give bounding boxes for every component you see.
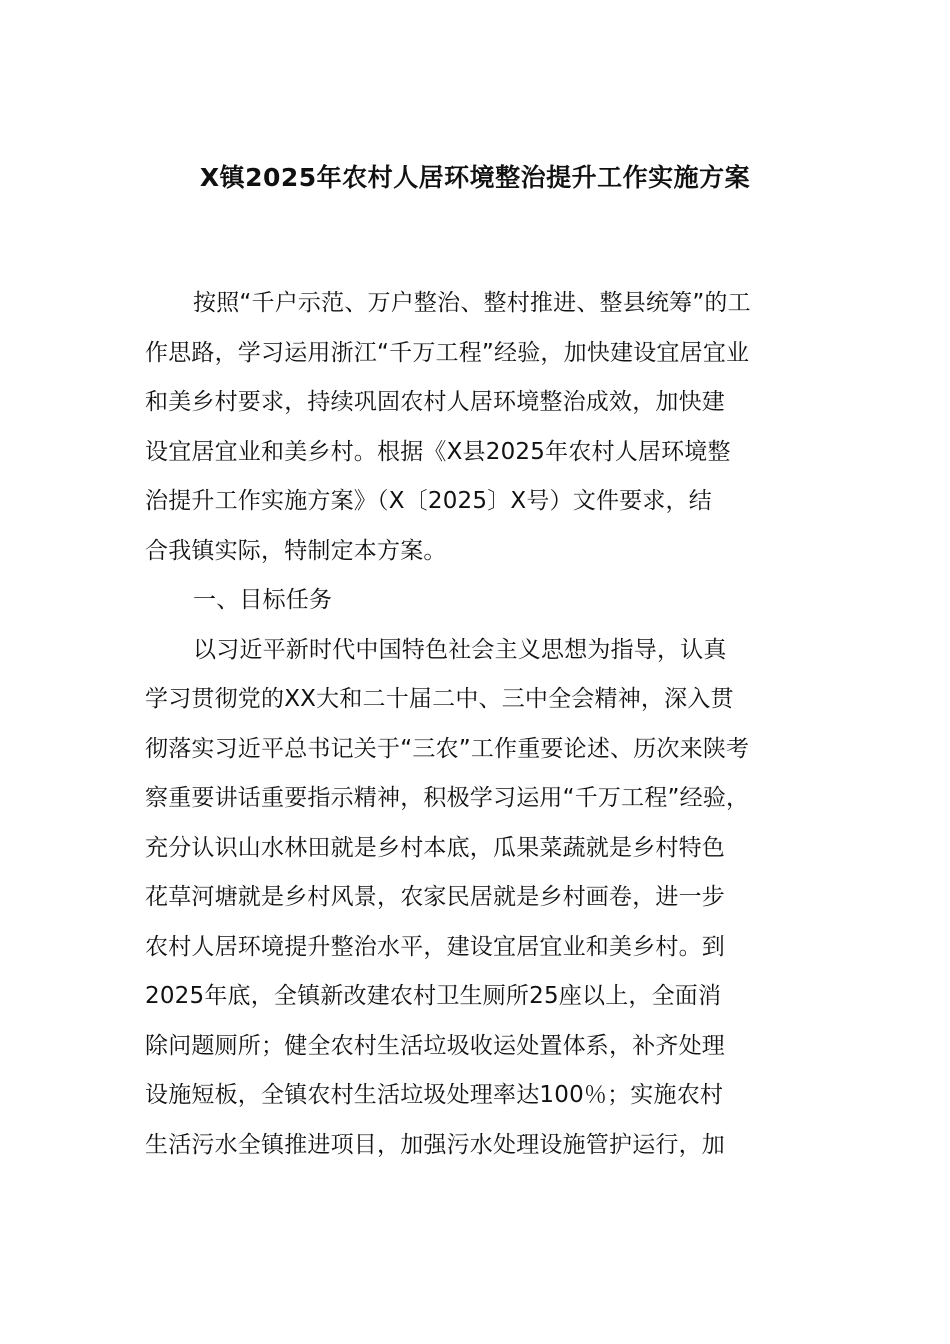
document-body xyxy=(145,279,805,1170)
text-line: 以习近平新时代中国特色社会主义思想为指导，认真 xyxy=(193,636,727,663)
text-line: 除问题厕所；健全农村生活垃圾收运处置体系，补齐处理 xyxy=(145,1032,725,1059)
text-line: 察重要讲话重要指示精神，积极学习运用“千万工程”经验， xyxy=(145,785,750,811)
text-line: 治提升工作实施方案》（X〔2025〕X号）文件要求，结 xyxy=(145,488,712,514)
document-title: X镇2025年农村人居环境整治提升工作实施方案 xyxy=(199,163,751,192)
text-line: 2025年底，全镇新改建农村卫生厕所25座以上，全面消 xyxy=(145,983,722,1009)
section-heading xyxy=(145,576,805,626)
text-line: 生活污水全镇推进项目，加强污水处理设施管护运行，加 xyxy=(145,1131,725,1158)
text-line: 学习贯彻党的XX大和二十届二中、三中全会精神，深入贯 xyxy=(145,686,734,712)
text-line: 彻落实习近平总书记关于“三农”工作重要论述、历次来陕考 xyxy=(145,735,750,762)
text-line: 设宜居宜业和美乡村。根据《X县2025年农村人居环境整 xyxy=(145,438,731,465)
text-line: 农村人居环境提升整治水平，建设宜居宜业和美乡村。到 xyxy=(145,933,725,960)
goals-paragraph xyxy=(145,626,805,1171)
text-line: 和美乡村要求，持续巩固农村人居环境整治成效，加快建 xyxy=(145,389,725,415)
section-heading-text: 一、目标任务 xyxy=(193,587,333,613)
intro-paragraph xyxy=(145,279,805,576)
text-line: 设施短板，全镇农村生活垃圾处理率达100％；实施农村 xyxy=(145,1082,724,1108)
text-line: 合我镇实际，特制定本方案。 xyxy=(145,537,447,564)
text-line: 按照“千户示范、万户整治、整村推进、整县统筹”的工 xyxy=(193,290,751,316)
text-line: 作思路，学习运用浙江“千万工程”经验，加快建设宜居宜业 xyxy=(145,339,750,366)
text-line: 充分认识山水林田就是乡村本底，瓜果菜蔬就是乡村特色 xyxy=(145,834,725,861)
text-line: 花草河塘就是乡村风景，农家民居就是乡村画卷，进一步 xyxy=(145,884,725,910)
